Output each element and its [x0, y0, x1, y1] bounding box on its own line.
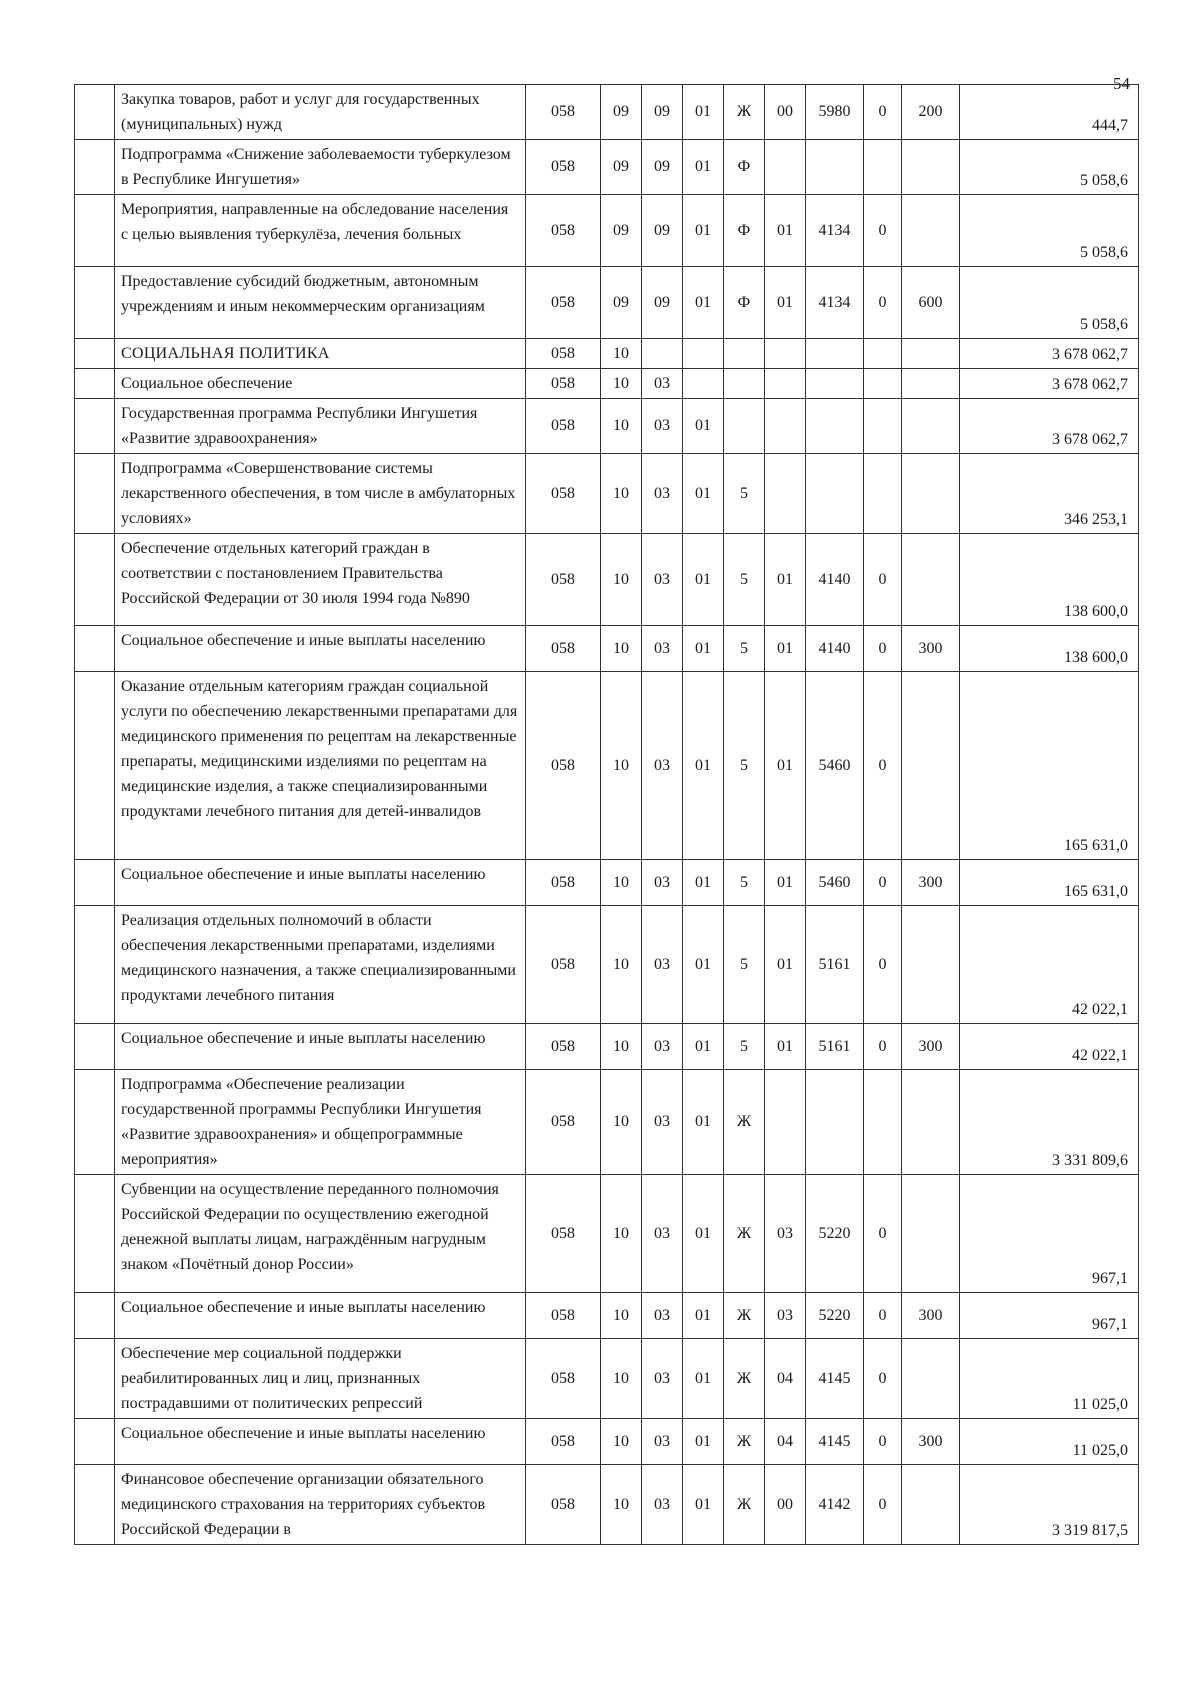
code-cell-c6: 01 [765, 906, 806, 1024]
amount-cell: 346 253,1 [960, 454, 1139, 534]
code-cell-c8 [864, 339, 902, 369]
code-cell-c6: 01 [765, 1024, 806, 1070]
code-cell-c9 [902, 1339, 960, 1419]
code-cell-c3: 03 [642, 399, 683, 454]
code-cell-c1: 058 [526, 369, 601, 399]
code-cell-c5: Ф [724, 140, 765, 195]
code-cell-c1: 058 [526, 454, 601, 534]
amount-cell: 138 600,0 [960, 626, 1139, 672]
code-cell-c8: 0 [864, 267, 902, 339]
code-cell-c4: 01 [683, 399, 724, 454]
code-cell-c7 [806, 339, 864, 369]
code-cell-c4: 01 [683, 454, 724, 534]
code-cell-c5: Ж [724, 1339, 765, 1419]
code-cell-c2: 10 [601, 339, 642, 369]
table-row [75, 85, 1139, 140]
code-cell-c8: 0 [864, 1419, 902, 1465]
item-name-cell: Обеспечение мер социальной поддержки реабилитированных лиц и лиц, признанных пострадавшими от политических репрессий [115, 1339, 526, 1419]
code-cell-c5: Ф [724, 195, 765, 267]
code-cell-c9 [902, 140, 960, 195]
code-cell-c8: 0 [864, 1465, 902, 1545]
code-cell-c3: 03 [642, 1175, 683, 1293]
item-name-cell: Социальное обеспечение и иные выплаты населению [115, 1419, 526, 1465]
amount-cell: 138 600,0 [960, 534, 1139, 626]
row-number-cell [75, 140, 115, 195]
table-row [75, 1339, 1139, 1419]
table-row [75, 195, 1139, 267]
code-cell-c7 [806, 454, 864, 534]
code-cell-c7: 4145 [806, 1419, 864, 1465]
code-cell-c2: 10 [601, 399, 642, 454]
row-number-cell [75, 267, 115, 339]
amount-cell: 3 319 817,5 [960, 1465, 1139, 1545]
code-cell-c7: 5220 [806, 1293, 864, 1339]
code-cell-c4: 01 [683, 1419, 724, 1465]
code-cell-c4: 01 [683, 85, 724, 140]
code-cell-c8 [864, 1070, 902, 1175]
row-number-cell [75, 626, 115, 672]
row-number-cell [75, 1465, 115, 1545]
code-cell-c4: 01 [683, 140, 724, 195]
item-name-cell: Подпрограмма «Обеспечение реализации государственной программы Республики Ингушетия «Развитие здравоохранения» и общепрограммные мероприятия» [115, 1070, 526, 1175]
code-cell-c5: 5 [724, 1024, 765, 1070]
item-name-cell: Социальное обеспечение [115, 369, 526, 399]
code-cell-c3: 03 [642, 1339, 683, 1419]
code-cell-c8 [864, 399, 902, 454]
code-cell-c9 [902, 1175, 960, 1293]
code-cell-c8 [864, 454, 902, 534]
code-cell-c3: 03 [642, 534, 683, 626]
code-cell-c6: 00 [765, 85, 806, 140]
code-cell-c2: 09 [601, 267, 642, 339]
amount-cell: 5 058,6 [960, 195, 1139, 267]
code-cell-c6 [765, 140, 806, 195]
code-cell-c3: 03 [642, 1024, 683, 1070]
code-cell-c6 [765, 454, 806, 534]
code-cell-c9 [902, 195, 960, 267]
row-number-cell [75, 195, 115, 267]
code-cell-c4: 01 [683, 906, 724, 1024]
code-cell-c4: 01 [683, 1339, 724, 1419]
code-cell-c6: 01 [765, 267, 806, 339]
code-cell-c8: 0 [864, 195, 902, 267]
code-cell-c4: 01 [683, 534, 724, 626]
code-cell-c6: 01 [765, 672, 806, 860]
code-cell-c2: 10 [601, 534, 642, 626]
code-cell-c5: Ж [724, 1175, 765, 1293]
code-cell-c8: 0 [864, 906, 902, 1024]
code-cell-c7: 4145 [806, 1339, 864, 1419]
code-cell-c6: 03 [765, 1175, 806, 1293]
code-cell-c9 [902, 906, 960, 1024]
code-cell-c4: 01 [683, 1070, 724, 1175]
code-cell-c1: 058 [526, 534, 601, 626]
amount-cell: 3 331 809,6 [960, 1070, 1139, 1175]
code-cell-c9 [902, 339, 960, 369]
code-cell-c5: Ж [724, 1293, 765, 1339]
item-name-cell: Мероприятия, направленные на обследование населения с целью выявления туберкулёза, лечения больных [115, 195, 526, 267]
row-number-cell [75, 85, 115, 140]
code-cell-c7: 5161 [806, 1024, 864, 1070]
code-cell-c4 [683, 369, 724, 399]
code-cell-c7: 5460 [806, 860, 864, 906]
code-cell-c7: 4134 [806, 267, 864, 339]
code-cell-c8 [864, 369, 902, 399]
code-cell-c4: 01 [683, 267, 724, 339]
code-cell-c3 [642, 339, 683, 369]
code-cell-c1: 058 [526, 906, 601, 1024]
code-cell-c9: 300 [902, 1419, 960, 1465]
code-cell-c8: 0 [864, 1024, 902, 1070]
code-cell-c2: 10 [601, 1175, 642, 1293]
item-name-cell: Реализация отдельных полномочий в области обеспечения лекарственными препаратами, изделиями медицинского назначения, а также специализированными продуктами лечебного питания [115, 906, 526, 1024]
code-cell-c2: 10 [601, 626, 642, 672]
code-cell-c1: 058 [526, 195, 601, 267]
code-cell-c3: 03 [642, 860, 683, 906]
code-cell-c1: 058 [526, 1293, 601, 1339]
code-cell-c1: 058 [526, 85, 601, 140]
code-cell-c3: 09 [642, 140, 683, 195]
table-row [75, 399, 1139, 454]
code-cell-c1: 058 [526, 672, 601, 860]
code-cell-c5: Ж [724, 85, 765, 140]
code-cell-c9 [902, 454, 960, 534]
code-cell-c7: 4140 [806, 534, 864, 626]
code-cell-c3: 03 [642, 906, 683, 1024]
code-cell-c4: 01 [683, 1293, 724, 1339]
code-cell-c7 [806, 1070, 864, 1175]
code-cell-c6: 00 [765, 1465, 806, 1545]
code-cell-c3: 03 [642, 1070, 683, 1175]
code-cell-c4: 01 [683, 195, 724, 267]
code-cell-c6: 04 [765, 1339, 806, 1419]
code-cell-c2: 10 [601, 369, 642, 399]
code-cell-c6: 01 [765, 195, 806, 267]
code-cell-c2: 10 [601, 906, 642, 1024]
code-cell-c3: 09 [642, 85, 683, 140]
code-cell-c1: 058 [526, 1175, 601, 1293]
table-row [75, 454, 1139, 534]
code-cell-c6: 04 [765, 1419, 806, 1465]
amount-cell: 42 022,1 [960, 906, 1139, 1024]
code-cell-c1: 058 [526, 1465, 601, 1545]
code-cell-c5: 5 [724, 860, 765, 906]
amount-cell: 165 631,0 [960, 860, 1139, 906]
code-cell-c9: 600 [902, 267, 960, 339]
item-name-cell: Государственная программа Республики Ингушетия «Развитие здравоохранения» [115, 399, 526, 454]
code-cell-c2: 10 [601, 1024, 642, 1070]
item-name-cell: Обеспечение отдельных категорий граждан в соответствии с постановлением Правительства Российской Федерации от 30 июля 1994 года №890 [115, 534, 526, 626]
row-number-cell [75, 1419, 115, 1465]
code-cell-c6: 01 [765, 534, 806, 626]
code-cell-c2: 10 [601, 1070, 642, 1175]
code-cell-c2: 09 [601, 140, 642, 195]
code-cell-c4: 01 [683, 860, 724, 906]
code-cell-c1: 058 [526, 1024, 601, 1070]
code-cell-c5: 5 [724, 626, 765, 672]
code-cell-c2: 10 [601, 1339, 642, 1419]
row-number-cell [75, 860, 115, 906]
row-number-cell [75, 1293, 115, 1339]
code-cell-c8: 0 [864, 626, 902, 672]
code-cell-c5 [724, 369, 765, 399]
code-cell-c1: 058 [526, 267, 601, 339]
amount-cell: 3 678 062,7 [960, 339, 1139, 369]
table-row [75, 1419, 1139, 1465]
code-cell-c8: 0 [864, 672, 902, 860]
code-cell-c3: 03 [642, 1465, 683, 1545]
code-cell-c2: 10 [601, 672, 642, 860]
row-number-cell [75, 906, 115, 1024]
code-cell-c7 [806, 369, 864, 399]
code-cell-c6 [765, 339, 806, 369]
amount-cell: 967,1 [960, 1175, 1139, 1293]
code-cell-c1: 058 [526, 860, 601, 906]
code-cell-c4: 01 [683, 1465, 724, 1545]
row-number-cell [75, 339, 115, 369]
code-cell-c5: 5 [724, 672, 765, 860]
amount-cell: 5 058,6 [960, 140, 1139, 195]
code-cell-c7: 4142 [806, 1465, 864, 1545]
code-cell-c8 [864, 140, 902, 195]
page-number: 54 [1113, 74, 1130, 93]
table-row [75, 534, 1139, 626]
code-cell-c7: 5980 [806, 85, 864, 140]
code-cell-c8: 0 [864, 1175, 902, 1293]
code-cell-c7: 4134 [806, 195, 864, 267]
code-cell-c2: 10 [601, 1419, 642, 1465]
code-cell-c9: 300 [902, 626, 960, 672]
code-cell-c5: 5 [724, 906, 765, 1024]
code-cell-c6: 01 [765, 860, 806, 906]
code-cell-c2: 10 [601, 1293, 642, 1339]
code-cell-c6 [765, 369, 806, 399]
item-name-cell: Оказание отдельным категориям граждан социальной услуги по обеспечению лекарственными препаратами для медицинского применения по рецептам на лекарственные препараты, медицинскими изделиями по рецептам на медицинские изделия, а также специализированными продуктами лечебного питания для детей-инвалидов [115, 672, 526, 860]
code-cell-c9 [902, 369, 960, 399]
code-cell-c9: 300 [902, 1024, 960, 1070]
code-cell-c2: 10 [601, 1465, 642, 1545]
code-cell-c3: 03 [642, 1293, 683, 1339]
amount-cell: 444,7 [960, 85, 1139, 140]
table-row [75, 140, 1139, 195]
code-cell-c9: 300 [902, 860, 960, 906]
code-cell-c1: 058 [526, 1070, 601, 1175]
item-name-cell: Подпрограмма «Снижение заболеваемости туберкулезом в Республике Ингушетия» [115, 140, 526, 195]
code-cell-c8: 0 [864, 85, 902, 140]
code-cell-c9 [902, 1070, 960, 1175]
row-number-cell [75, 1175, 115, 1293]
item-name-cell: Субвенции на осуществление переданного полномочия Российской Федерации по осуществлению ежегодной денежной выплаты лицам, награждённым нагрудным знаком «Почётный донор России» [115, 1175, 526, 1293]
code-cell-c3: 09 [642, 267, 683, 339]
code-cell-c4: 01 [683, 626, 724, 672]
code-cell-c9 [902, 1465, 960, 1545]
code-cell-c1: 058 [526, 399, 601, 454]
item-name-cell: Социальное обеспечение и иные выплаты населению [115, 626, 526, 672]
amount-cell: 3 678 062,7 [960, 399, 1139, 454]
row-number-cell [75, 369, 115, 399]
item-name-cell: Предоставление субсидий бюджетным, автономным учреждениям и иным некоммерческим организациям [115, 267, 526, 339]
code-cell-c8: 0 [864, 860, 902, 906]
item-name-cell: Финансовое обеспечение организации обязательного медицинского страхования на территориях субъектов Российской Федерации в [115, 1465, 526, 1545]
row-number-cell [75, 1070, 115, 1175]
amount-cell: 165 631,0 [960, 672, 1139, 860]
table-row [75, 369, 1139, 399]
code-cell-c9 [902, 399, 960, 454]
code-cell-c4: 01 [683, 672, 724, 860]
code-cell-c9 [902, 672, 960, 860]
row-number-cell [75, 1339, 115, 1419]
table-row [75, 1293, 1139, 1339]
code-cell-c9: 300 [902, 1293, 960, 1339]
code-cell-c1: 058 [526, 1419, 601, 1465]
code-cell-c5 [724, 399, 765, 454]
code-cell-c3: 03 [642, 672, 683, 860]
table-row [75, 339, 1139, 369]
code-cell-c7: 5220 [806, 1175, 864, 1293]
table-row [75, 267, 1139, 339]
code-cell-c2: 09 [601, 85, 642, 140]
row-number-cell [75, 454, 115, 534]
code-cell-c9 [902, 534, 960, 626]
row-number-cell [75, 534, 115, 626]
item-name-cell: Подпрограмма «Совершенствование системы лекарственного обеспечения, в том числе в амбулаторных условиях» [115, 454, 526, 534]
item-name-cell: Социальное обеспечение и иные выплаты населению [115, 860, 526, 906]
code-cell-c7 [806, 399, 864, 454]
code-cell-c7: 4140 [806, 626, 864, 672]
amount-cell: 11 025,0 [960, 1419, 1139, 1465]
table-row [75, 906, 1139, 1024]
code-cell-c6 [765, 1070, 806, 1175]
code-cell-c5: 5 [724, 534, 765, 626]
row-number-cell [75, 399, 115, 454]
code-cell-c1: 058 [526, 140, 601, 195]
row-number-cell [75, 1024, 115, 1070]
code-cell-c2: 10 [601, 454, 642, 534]
code-cell-c8: 0 [864, 1293, 902, 1339]
item-name-cell: Социальное обеспечение и иные выплаты населению [115, 1293, 526, 1339]
row-number-cell [75, 672, 115, 860]
amount-cell: 42 022,1 [960, 1024, 1139, 1070]
table-row [75, 1175, 1139, 1293]
code-cell-c3: 03 [642, 369, 683, 399]
code-cell-c8: 0 [864, 1339, 902, 1419]
amount-cell: 3 678 062,7 [960, 369, 1139, 399]
code-cell-c9: 200 [902, 85, 960, 140]
table-row [75, 1024, 1139, 1070]
code-cell-c1: 058 [526, 626, 601, 672]
code-cell-c8: 0 [864, 534, 902, 626]
code-cell-c4 [683, 339, 724, 369]
code-cell-c7 [806, 140, 864, 195]
code-cell-c1: 058 [526, 1339, 601, 1419]
code-cell-c3: 03 [642, 1419, 683, 1465]
code-cell-c7: 5460 [806, 672, 864, 860]
code-cell-c5: Ф [724, 267, 765, 339]
amount-cell: 5 058,6 [960, 267, 1139, 339]
code-cell-c5: Ж [724, 1465, 765, 1545]
table-row [75, 1070, 1139, 1175]
budget-table [74, 84, 1139, 1545]
code-cell-c2: 10 [601, 860, 642, 906]
code-cell-c6 [765, 399, 806, 454]
table-row [75, 672, 1139, 860]
item-name-cell: Закупка товаров, работ и услуг для государственных (муниципальных) нужд [115, 85, 526, 140]
code-cell-c5 [724, 339, 765, 369]
code-cell-c5: Ж [724, 1419, 765, 1465]
code-cell-c3: 03 [642, 626, 683, 672]
code-cell-c2: 09 [601, 195, 642, 267]
code-cell-c4: 01 [683, 1024, 724, 1070]
item-name-cell: СОЦИАЛЬНАЯ ПОЛИТИКА [115, 339, 526, 369]
code-cell-c5: 5 [724, 454, 765, 534]
table-row [75, 626, 1139, 672]
code-cell-c6: 01 [765, 626, 806, 672]
code-cell-c3: 09 [642, 195, 683, 267]
code-cell-c3: 03 [642, 454, 683, 534]
amount-cell: 11 025,0 [960, 1339, 1139, 1419]
item-name-cell: Социальное обеспечение и иные выплаты населению [115, 1024, 526, 1070]
code-cell-c5: Ж [724, 1070, 765, 1175]
code-cell-c7: 5161 [806, 906, 864, 1024]
code-cell-c6: 03 [765, 1293, 806, 1339]
code-cell-c1: 058 [526, 339, 601, 369]
code-cell-c4: 01 [683, 1175, 724, 1293]
amount-cell: 967,1 [960, 1293, 1139, 1339]
table-row [75, 860, 1139, 906]
table-row [75, 1465, 1139, 1545]
